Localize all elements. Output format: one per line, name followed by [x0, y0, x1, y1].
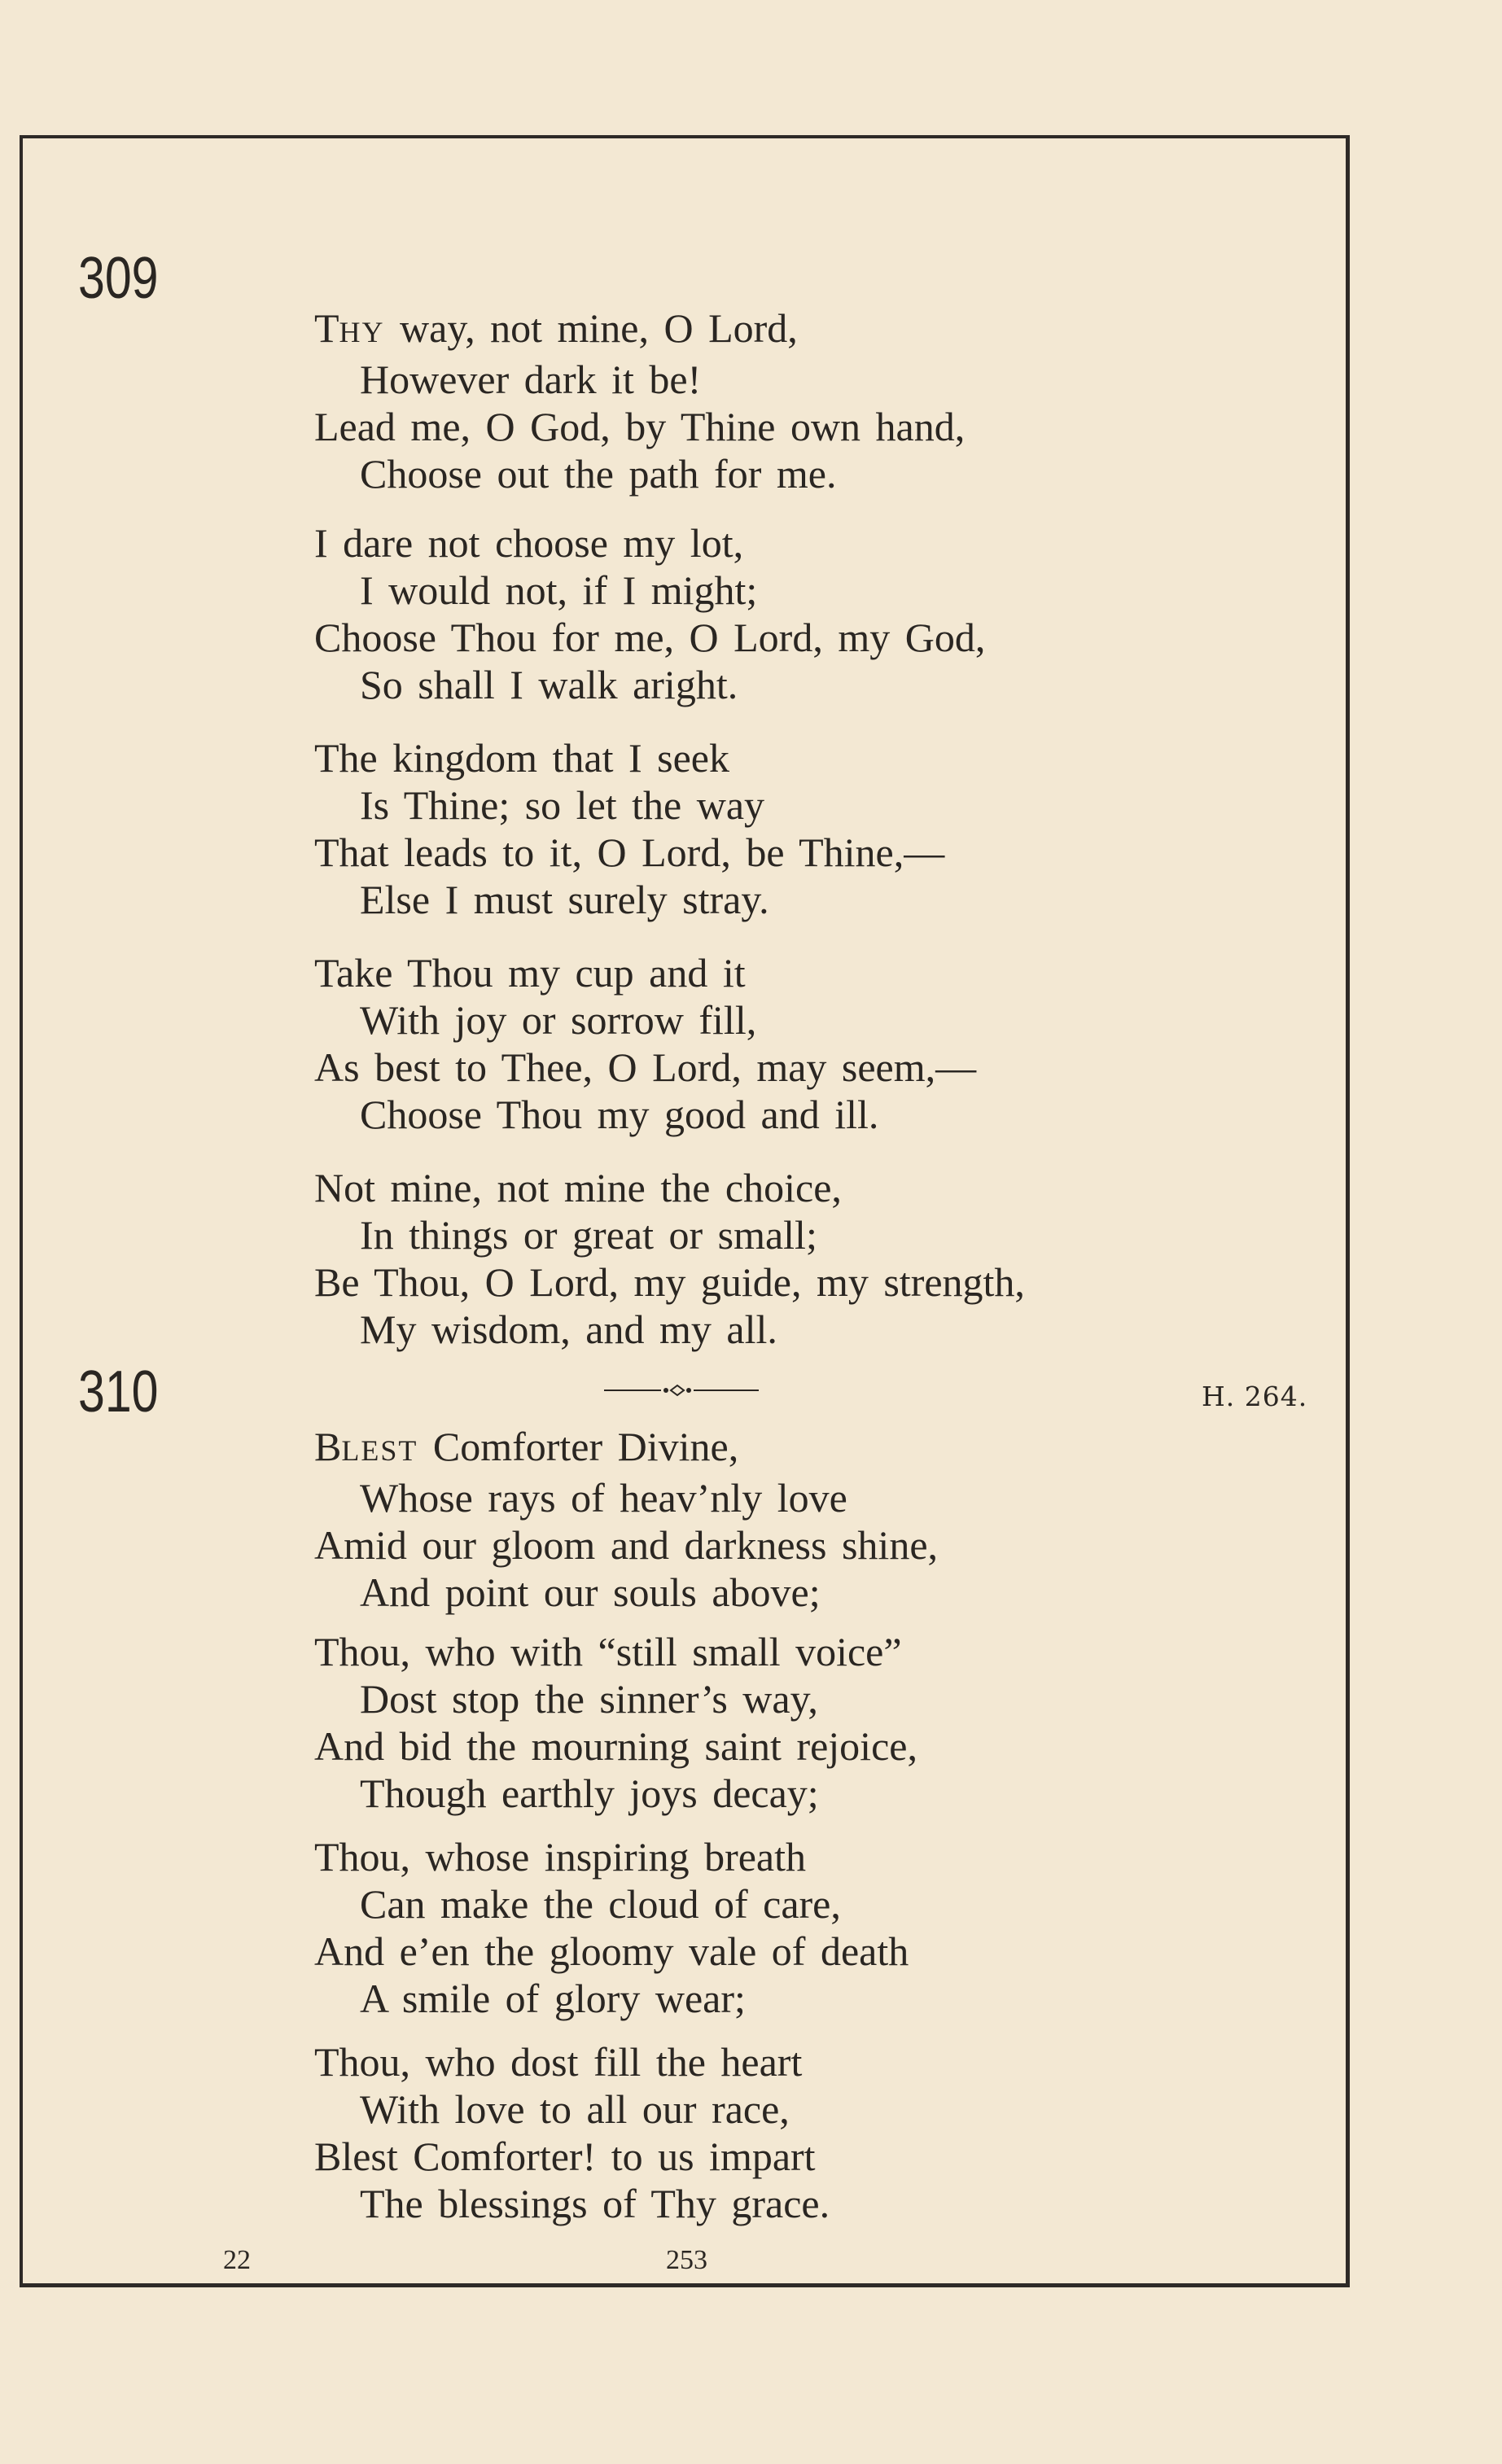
verse-line: As best to Thee, O Lord, may seem,— — [314, 1044, 977, 1090]
verse-line: I would not, if I might; — [360, 567, 758, 613]
verse-line: Blest Comforter! to us impart — [314, 2134, 816, 2179]
stanza — [314, 519, 985, 708]
verse-line: Be Thou, O Lord, my guide, my strength, — [314, 1259, 1025, 1305]
verse-line: Thou, who dost fill the heart — [314, 2039, 803, 2085]
verse-line: Whose rays of heav’nly love — [360, 1475, 847, 1521]
stanza — [314, 949, 976, 1138]
divider-ornament — [604, 1382, 759, 1398]
verse-line: I dare not choose my lot, — [314, 520, 744, 566]
verse-line: The kingdom that I seek — [314, 735, 729, 781]
verse-line: Choose out the path for me. — [360, 451, 837, 497]
verse-line: Choose Thou for me, O Lord, my God, — [314, 615, 986, 660]
verse-line-first: THY way, not mine, O Lord, — [314, 305, 798, 351]
verse-line-first: BLEST Comforter Divine, — [314, 1424, 739, 1469]
verse-line: A smile of glory wear; — [360, 1976, 746, 2021]
verse-line: Amid our gloom and darkness shine, — [314, 1522, 939, 1568]
verse-line: Thou, who with “still small voice” — [314, 1629, 902, 1674]
verse-line: So shall I walk aright. — [360, 662, 738, 707]
verse-line: And point our souls above; — [360, 1569, 821, 1615]
stanza — [314, 1833, 909, 2022]
verse-line: Else I must surely stray. — [360, 877, 769, 922]
verse-line: And bid the mourning saint rejoice, — [314, 1723, 917, 1769]
verse-line: Choose Thou my good and ill. — [360, 1092, 879, 1137]
hymn-number: 310 — [78, 1359, 159, 1425]
stanza — [314, 2038, 830, 2227]
hymn-number: 309 — [78, 246, 159, 311]
stanza — [314, 1164, 1025, 1353]
verse-line: Lead me, O God, by Thine own hand, — [314, 404, 966, 449]
verse-line: Not mine, not mine the choice, — [314, 1165, 842, 1210]
verse-line: Thou, whose inspiring breath — [314, 1834, 807, 1880]
verse-line: With love to all our race, — [360, 2086, 790, 2132]
stanza — [314, 304, 965, 497]
verse-line: Though earthly joys decay; — [360, 1770, 819, 1816]
verse-line: Can make the cloud of care, — [360, 1881, 841, 1927]
verse-line: With joy or sorrow fill, — [360, 997, 757, 1043]
tune-reference: H. 264. — [1202, 1381, 1308, 1412]
signature-mark: 22 — [223, 2245, 251, 2275]
verse-line: Dost stop the sinner’s way, — [360, 1676, 818, 1722]
page-number: 253 — [666, 2245, 707, 2275]
verse-line: And e’en the gloomy vale of death — [314, 1928, 909, 1974]
stanza — [314, 1628, 917, 1817]
verse-line: The blessings of Thy grace. — [360, 2181, 830, 2226]
verse-line: Take Thou my cup and it — [314, 950, 746, 996]
verse-line: Is Thine; so let the way — [360, 782, 765, 828]
verse-line: That leads to it, O Lord, be Thine,— — [314, 829, 945, 875]
stanza — [314, 734, 944, 923]
verse-line: My wisdom, and my all. — [360, 1306, 777, 1352]
verse-line: However dark it be! — [360, 357, 702, 402]
verse-line: In things or great or small; — [360, 1212, 817, 1258]
stanza — [314, 1423, 938, 1616]
